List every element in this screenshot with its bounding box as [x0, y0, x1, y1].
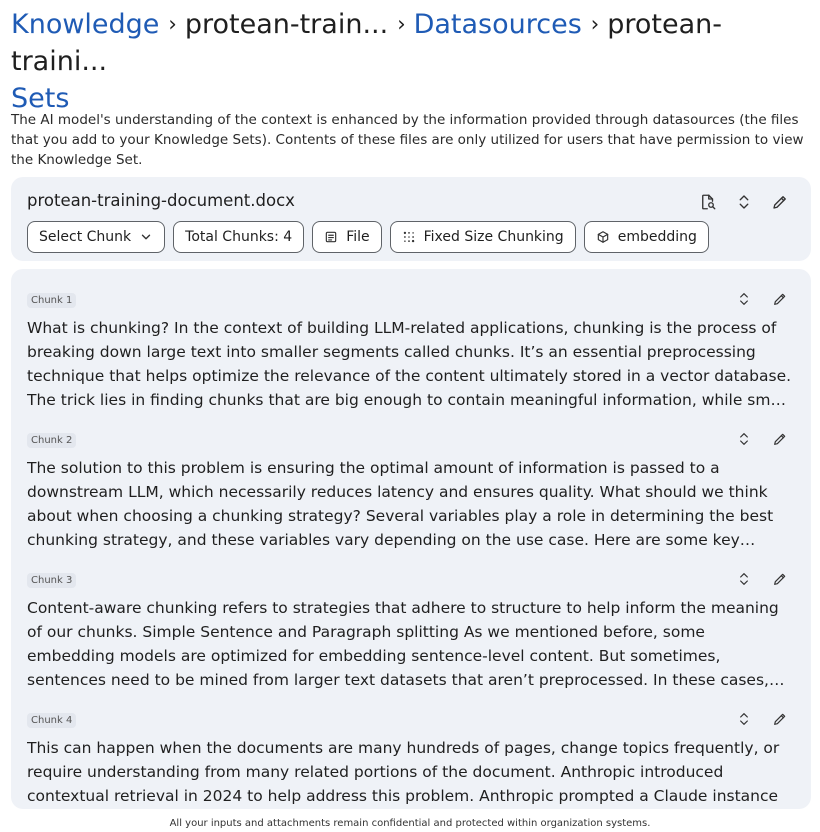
embedding-label: embedding	[617, 229, 697, 245]
datasource-title: protean-training-document.docx	[27, 191, 295, 210]
chunk-item	[27, 708, 795, 809]
edit-chunk-button[interactable]	[769, 708, 791, 730]
chunk-actions	[733, 568, 791, 590]
unfold-icon	[736, 291, 752, 307]
pencil-icon	[772, 291, 788, 307]
document-search-icon	[699, 193, 717, 211]
chunk-actions	[733, 708, 791, 730]
breadcrumb-knowledge-set: protean-train...	[184, 9, 389, 40]
chunk-text: Content-aware chunking refers to strategies that adhere to structure to help inform the meaning of our chunks. Simple Sentence and Paragraph splitting As we mentioned before, some embedding models are optimized for embedding sentence-level content. But sometimes, sentences need to be mined from larger text datasets that aren’t preprocessed. In these cases,	[27, 599, 779, 689]
chunk-text: What is chunking? In the context of building LLM-related applications, chunking is the process of breaking down large text into smaller segments called chunks. It’s an essential preprocessing technique that helps optimize the relevance of the content ultimately stored in a vector database. The trick lies in finding chunks that are big enough to contain meaningful information, while small	[27, 319, 792, 409]
chunk-text: This can happen when the documents are many hundreds of pages, change topics frequently, or require understanding from many related portions of the document. Anthropic introduced contextual retrieval in 2024 to help address this problem. Anthropic prompted a Claude instance	[27, 739, 780, 805]
datasource-card	[11, 177, 811, 261]
chunks-panel[interactable]	[11, 269, 811, 809]
unfold-icon	[736, 571, 752, 587]
chunk-text: The solution to this problem is ensuring the optimal amount of information is passed to a downstream LLM, which necessarily reduces latency and ensures quality. What should we think about when choosing a chunking strategy? Several variables play a role in determining the best chunking strategy, and these variables vary depending on the use case. Here are some key	[27, 459, 774, 549]
chunk-label: Chunk 4	[27, 713, 76, 728]
breadcrumb-sets[interactable]: Sets	[11, 83, 70, 114]
cube-icon	[596, 230, 610, 244]
expand-collapse-button[interactable]	[733, 191, 755, 213]
edit-chunk-button[interactable]	[769, 568, 791, 590]
embedding-chip	[584, 221, 709, 253]
breadcrumb	[11, 6, 813, 117]
breadcrumb-datasources[interactable]: Datasources	[413, 9, 582, 40]
expand-chunk-button[interactable]	[733, 428, 755, 450]
total-chunks-label: Total Chunks: 4	[185, 229, 293, 245]
chunking-method-label: Fixed Size Chunking	[423, 229, 564, 245]
pencil-icon	[772, 431, 788, 447]
breadcrumb-datasource: protean-traini...	[11, 9, 722, 77]
datasource-actions	[697, 191, 791, 213]
total-chunks-chip	[173, 221, 304, 253]
pencil-icon	[772, 571, 788, 587]
pencil-icon	[772, 711, 788, 727]
breadcrumb-knowledge[interactable]: Knowledge	[11, 9, 160, 40]
file-type-chip	[312, 221, 381, 253]
chunk-item	[27, 568, 795, 692]
chunk-actions	[733, 428, 791, 450]
chunk-label: Chunk 3	[27, 573, 76, 588]
chunk-item	[27, 428, 795, 552]
file-type-label: File	[346, 229, 370, 245]
breadcrumb-separator: ›	[590, 12, 600, 36]
chunking-method-chip	[390, 221, 576, 253]
breadcrumb-separator: ›	[397, 12, 406, 36]
chunk-actions	[733, 288, 791, 310]
confidentiality-footer: All your inputs and attachments remain confidential and protected within organization systems.	[169, 818, 651, 829]
datasource-chips	[27, 221, 709, 253]
pencil-icon	[771, 193, 789, 211]
unfold-icon	[735, 193, 753, 211]
edit-chunk-button[interactable]	[769, 288, 791, 310]
scatter-grid-icon	[402, 230, 416, 244]
chunk-label: Chunk 1	[27, 293, 76, 308]
select-chunk-label: Select Chunk	[39, 229, 132, 245]
chunk-item	[27, 288, 795, 412]
select-chunk-dropdown[interactable]	[27, 221, 165, 253]
chunk-label: Chunk 2	[27, 433, 76, 448]
chevron-down-icon	[139, 230, 153, 244]
breadcrumb-separator: ›	[168, 12, 177, 36]
edit-datasource-button[interactable]	[769, 191, 791, 213]
expand-chunk-button[interactable]	[733, 568, 755, 590]
unfold-icon	[736, 711, 752, 727]
unfold-icon	[736, 431, 752, 447]
edit-chunk-button[interactable]	[769, 428, 791, 450]
page-description: The AI model's understanding of the context is enhanced by the information provided through datasources (the files that you add to your Knowledge Sets). Contents of these files are only utilized for users that have permission to view the Knowledge Set.	[11, 112, 804, 168]
expand-chunk-button[interactable]	[733, 708, 755, 730]
preview-document-button[interactable]	[697, 191, 719, 213]
expand-chunk-button[interactable]	[733, 288, 755, 310]
file-list-icon	[324, 230, 338, 244]
